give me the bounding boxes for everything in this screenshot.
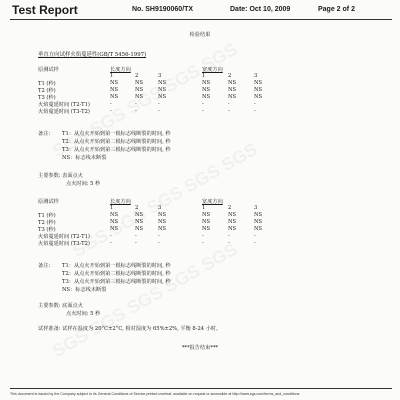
report-end-mark: ***报告结束***	[181, 345, 219, 351]
page-indicator: Page 2 of 2	[318, 6, 355, 13]
sgs-watermark	[49, 239, 241, 362]
report-header	[0, 0, 400, 18]
header-divider	[10, 19, 392, 20]
report-date: Date: Oct 10, 2009	[230, 6, 291, 13]
notes-label: 备注:	[38, 131, 51, 137]
warp-header: 长度方向	[110, 199, 131, 205]
warp-header: 长度方向	[110, 67, 131, 73]
footer-disclaimer: This document is issued by the Company subject to its General Conditions of Service printed overleaf, available on request or accessible at http://www.sgs.com/terms_and_conditions	[10, 392, 300, 396]
results-heading: 检验结果	[189, 32, 211, 38]
sample-header: 原测试样	[38, 67, 59, 73]
footer-divider	[10, 388, 392, 389]
notes-label: 备注:	[38, 263, 51, 269]
section-title: 垂直方向试样火焰蔓延性(GB/T 5456-1997)	[38, 52, 147, 58]
weft-header: 宽度方向	[202, 67, 223, 73]
report-title: Test Report	[12, 3, 78, 17]
weft-header: 宽度方向	[202, 199, 223, 205]
sample-header: 原测试样	[38, 199, 59, 205]
report-number: No. SH9190060/TX	[132, 6, 194, 13]
sample-conditioning: 试样准备: 试样在温度为 20°C±2°C, 相对湿度为 65%±2%, 平衡 8-24 小时。	[38, 326, 222, 332]
